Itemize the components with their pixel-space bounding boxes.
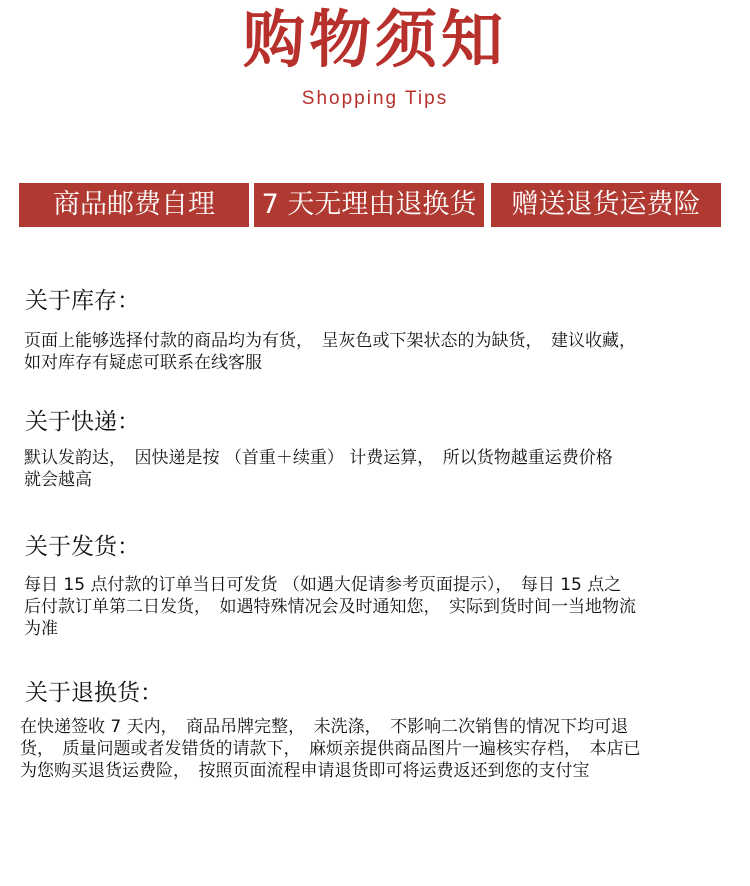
section-text-delivery — [24, 447, 724, 491]
text-line: 就会越高 — [24, 470, 92, 490]
section-text-returns — [20, 716, 720, 782]
section-heading-stock: 关于库存： — [25, 288, 140, 314]
page-subtitle: Shopping Tips — [301, 88, 449, 109]
text-line: 为您购买退货运费险， 按照页面流程申请退货即可将运费返还到您的支付宝 — [20, 761, 590, 781]
feature-banners — [19, 183, 721, 227]
banner-return-insurance: 赠送退货运费险 — [491, 183, 721, 227]
section-heading-dispatch: 关于发货： — [25, 534, 140, 560]
section-heading-delivery: 关于快递： — [25, 409, 140, 435]
text-line: 后付款订单第二日发货， 如遇特殊情况会及时通知您， 实际到货时间一当地物流 — [24, 597, 636, 617]
banner-shipping-fee: 商品邮费自理 — [19, 183, 249, 227]
text-line: 为准 — [24, 619, 58, 639]
text-line: 在快递签收 7 天内， 商品吊牌完整， 未洗涤， 不影响二次销售的情况下均可退 — [20, 717, 629, 737]
page-title: 购物须知 — [242, 3, 507, 76]
section-text-dispatch — [24, 574, 724, 640]
section-heading-returns: 关于退换货： — [25, 680, 163, 706]
banner-seven-day-return: 7 天无理由退换货 — [254, 183, 484, 227]
text-line: 默认发韵达， 因快递是按 （首重＋续重） 计费运算， 所以货物越重运费价格 — [24, 448, 613, 468]
text-line: 如对库存有疑虑可联系在线客服 — [24, 353, 262, 373]
text-line: 货， 质量问题或者发错货的请款下， 麻烦亲提供商品图片一遍核实存档， 本店已 — [20, 739, 641, 759]
section-text-stock — [24, 330, 724, 374]
text-line: 页面上能够选择付款的商品均为有货， 呈灰色或下架状态的为缺货， 建议收藏， — [24, 331, 636, 351]
text-line: 每日 15 点付款的订单当日可发货 （如遇大促请参考页面提示）， 每日 15 点之 — [24, 575, 622, 595]
